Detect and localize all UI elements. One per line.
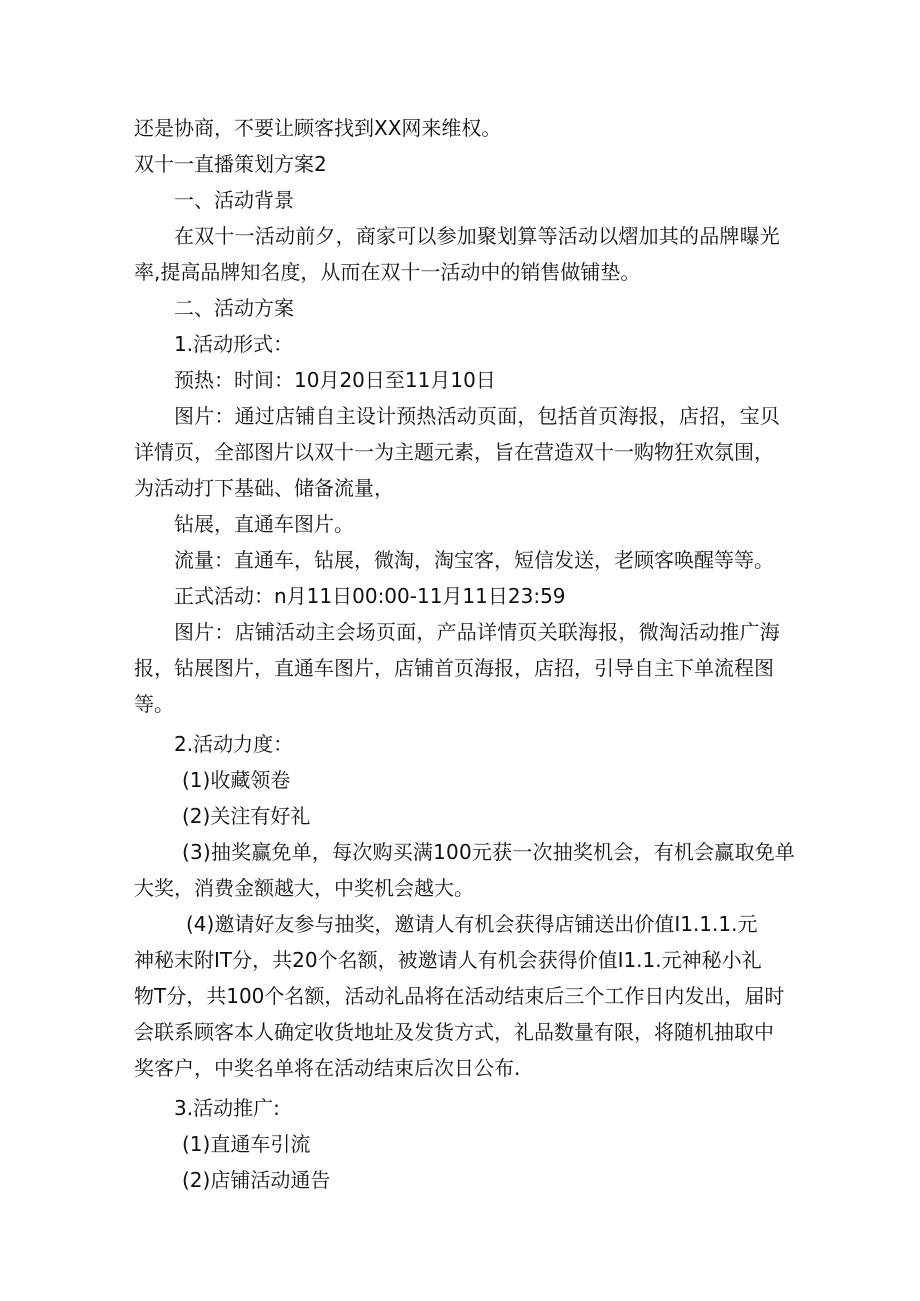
preheat-time: 预热：时间：10月20日至11月10日 [174,368,496,392]
list-item: (1)直通车引流 [182,1132,311,1156]
paragraph-line: 神秘末附IT分，共20个名额，被邀请人有机会获得价值I1.1.元神秘小礼 [134,948,762,972]
paragraph-line: 报，钻展图片，直通车图片，店铺首页海报，店招，引导自主下单流程图 [134,656,774,680]
paragraph-line: 等。 [134,692,174,716]
paragraph-line: 在双十一活动前夕，商家可以参加聚划算等活动以熠加其的品牌曝光 [174,224,780,248]
paragraph-line: 大奖，消费金额越大，中奖机会越大。 [134,876,474,900]
document-body [134,110,794,1198]
list-item: (3)抽奖赢免单，每次购买满100元获一次抽奖机会，有机会赢取免单 [182,840,796,864]
paragraph-line: 物T分，共100个名额，活动礼品将在活动结束后三个工作日内发出，届时 [134,984,785,1008]
heading-background: 一、活动背景 [174,188,294,212]
list-item: (1)收藏领卷 [182,768,291,792]
text-line: 还是协商，不要让顾客找到XX网来维权。 [134,116,502,140]
list-item: (2)店铺活动通告 [182,1168,331,1192]
paragraph-line: 钻展，直通车图片。 [174,512,354,536]
paragraph-line: 奖客户，中奖名单将在活动结束后次日公布. [134,1056,521,1080]
list-item: (4)邀请好友参与抽奖，邀请人有机会获得店铺送出价值I1.1.1.元 [186,912,758,936]
subheading-format: 1.活动形式： [174,332,294,356]
subheading-strength: 2.活动力度： [174,732,294,756]
paragraph-line: 流量：直通车，钻展，微淘，淘宝客，短信发送，老顾客唤醒等等。 [174,548,774,572]
list-item: (2)关注有好礼 [182,804,311,828]
paragraph-line: 图片：通过店铺自主设计预热活动页面，包括首页海报，店招，宝贝 [174,404,780,428]
heading-plan: 二、活动方案 [174,296,294,320]
paragraph-line: 会联系顾客本人确定收货地址及发货方式，礼品数量有限，将随机抽取中 [134,1020,774,1044]
paragraph-line: 图片：店铺活动主会场页面，产品详情页关联海报，微淘活动推广海 [174,620,780,644]
paragraph-line: 详情页，全部图片以双十一为主题元素，旨在营造双十一购物狂欢氛围， [134,440,774,464]
subheading-promotion: 3.活动推广: [174,1096,280,1120]
paragraph-line: 为活动打下基础、储备流量， [134,476,394,500]
section-title: 双十一直播策划方案2 [134,152,327,176]
official-event-time: 正式活动：n月11日00:00-11月11日23:59 [174,584,566,608]
paragraph-line: 率,提高品牌知名度，从而在双十一活动中的销售做铺垫。 [134,260,641,284]
